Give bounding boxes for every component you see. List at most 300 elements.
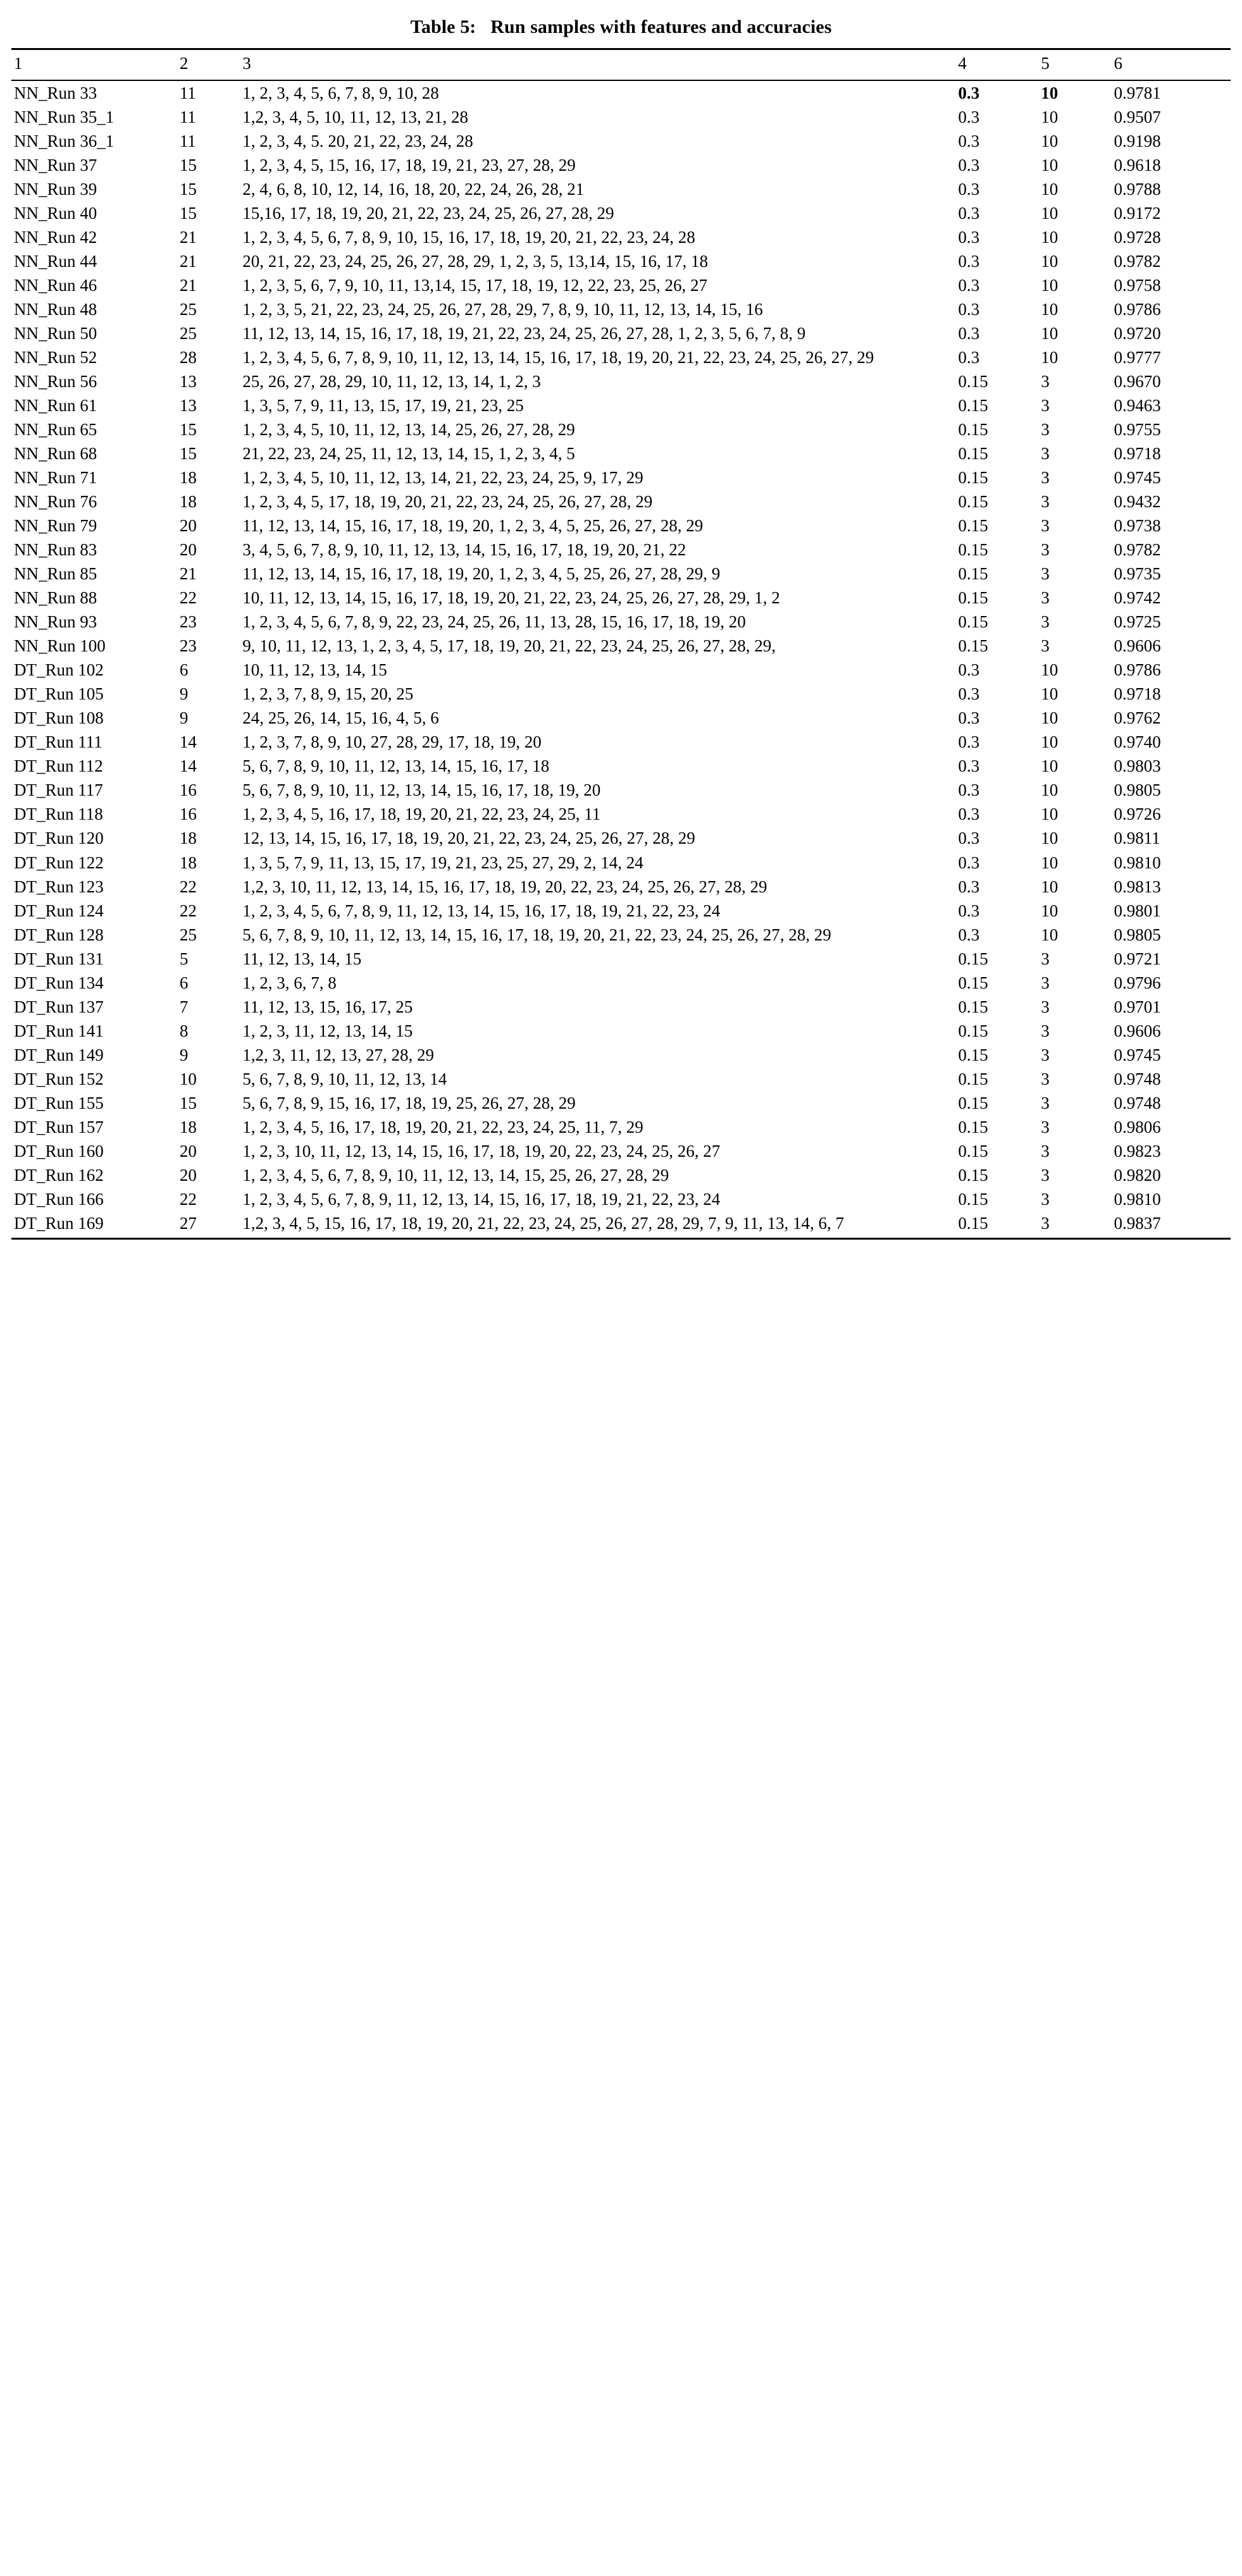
cell-feature-count: 18 [179, 829, 197, 848]
cell-feature-list: 25, 26, 27, 28, 29, 10, 11, 12, 13, 14, 1, 2, 3 [242, 372, 541, 391]
cell-run-name: DT_Run 118 [14, 804, 103, 824]
cell-run-name: DT_Run 141 [14, 1021, 104, 1040]
cell-accuracy: 0.9810 [1114, 1189, 1161, 1209]
cell-accuracy: 0.9810 [1114, 853, 1161, 872]
cell-feature-list: 1, 2, 3, 4, 5, 15, 16, 17, 18, 19, 21, 23, 27, 28, 29 [242, 156, 576, 175]
table-row [11, 393, 1231, 417]
cell-param-b: 10 [1041, 324, 1059, 343]
cell-run-name: NN_Run 40 [14, 204, 97, 223]
cell-run-name: NN_Run 50 [14, 324, 97, 343]
cell-param-a: 0.15 [958, 997, 988, 1016]
table-row [11, 345, 1231, 369]
cell-feature-list: 11, 12, 13, 14, 15, 16, 17, 18, 19, 20, 1, 2, 3, 4, 5, 25, 26, 27, 28, 29, 9 [242, 564, 721, 584]
cell-feature-list: 15,16, 17, 18, 19, 20, 21, 22, 23, 24, 25, 26, 27, 28, 29 [242, 204, 614, 223]
cell-param-a: 0.3 [958, 252, 980, 271]
table-row [11, 538, 1231, 562]
table-row [11, 586, 1231, 610]
cell-run-name: NN_Run 39 [14, 180, 97, 199]
cell-feature-count: 10 [179, 1069, 197, 1088]
cell-param-a: 0.3 [958, 108, 980, 127]
cell-feature-count: 20 [179, 516, 197, 536]
cell-run-name: NN_Run 42 [14, 228, 97, 247]
cell-param-a: 0.3 [958, 732, 980, 752]
cell-feature-list: 1, 2, 3, 4, 5, 6, 7, 8, 9, 10, 11, 12, 13, 14, 15, 16, 17, 18, 19, 20, 21, 22, 23, 24, 25, 26, 27, 29 [242, 348, 874, 367]
cell-run-name: DT_Run 155 [14, 1093, 104, 1112]
cell-feature-list: 1, 2, 3, 4, 5, 17, 18, 19, 20, 21, 22, 23, 24, 25, 26, 27, 28, 29 [242, 492, 653, 512]
cell-accuracy: 0.9745 [1114, 1045, 1161, 1064]
cell-feature-count: 16 [179, 804, 197, 824]
table-row [11, 562, 1231, 586]
cell-feature-list: 1, 2, 3, 11, 12, 13, 14, 15 [242, 1021, 413, 1040]
table-row [11, 730, 1231, 754]
cell-param-a: 0.3 [958, 83, 980, 102]
cell-param-b: 10 [1041, 348, 1059, 367]
cell-accuracy: 0.9786 [1114, 300, 1161, 319]
table-header [11, 49, 1231, 81]
cell-feature-count: 25 [179, 925, 197, 944]
cell-param-b: 10 [1041, 108, 1059, 127]
cell-param-b: 3 [1041, 1021, 1050, 1040]
cell-run-name: NN_Run 35_1 [14, 108, 115, 127]
cell-run-name: NN_Run 48 [14, 300, 97, 319]
cell-feature-list: 1,2, 3, 4, 5, 15, 16, 17, 18, 19, 20, 21, 22, 23, 24, 25, 26, 27, 28, 29, 7, 9, 11, 13, 14, 6, 7 [242, 1213, 845, 1233]
table-row [11, 802, 1231, 826]
cell-run-name: DT_Run 120 [14, 829, 104, 848]
cell-feature-list: 5, 6, 7, 8, 9, 10, 11, 12, 13, 14, 15, 16, 17, 18, 19, 20, 21, 22, 23, 24, 25, 26, 27, 28, 29 [242, 925, 831, 944]
cell-param-a: 0.3 [958, 804, 980, 824]
cell-param-b: 3 [1041, 444, 1050, 464]
cell-feature-count: 22 [179, 877, 197, 896]
cell-feature-list: 1, 2, 3, 4, 5, 10, 11, 12, 13, 14, 25, 26, 27, 28, 29 [242, 420, 575, 440]
table-row [11, 947, 1231, 971]
cell-accuracy: 0.9788 [1114, 180, 1161, 199]
table-row [11, 826, 1231, 850]
table-row [11, 1163, 1231, 1187]
cell-param-a: 0.15 [958, 973, 988, 992]
table-row [11, 1091, 1231, 1115]
cell-param-b: 10 [1041, 804, 1059, 824]
bottom-rule [11, 1238, 1231, 1240]
table-row [11, 321, 1231, 345]
cell-accuracy: 0.9748 [1114, 1069, 1161, 1088]
cell-feature-list: 1, 2, 3, 4, 5, 16, 17, 18, 19, 20, 21, 22, 23, 24, 25, 11 [242, 804, 601, 824]
cell-feature-count: 15 [179, 444, 197, 464]
table-row [11, 923, 1231, 947]
cell-param-b: 10 [1041, 708, 1059, 728]
cell-feature-list: 5, 6, 7, 8, 9, 15, 16, 17, 18, 19, 25, 26, 27, 28, 29 [242, 1093, 576, 1112]
table-row [11, 1211, 1231, 1239]
cell-param-a: 0.3 [958, 829, 980, 848]
cell-feature-count: 21 [179, 228, 197, 247]
cell-accuracy: 0.9811 [1114, 829, 1160, 848]
cell-run-name: NN_Run 36_1 [14, 132, 115, 151]
cell-param-b: 3 [1041, 372, 1050, 391]
cell-feature-list: 11, 12, 13, 14, 15, 16, 17, 18, 19, 20, 1, 2, 3, 4, 5, 25, 26, 27, 28, 29 [242, 516, 704, 536]
cell-accuracy: 0.9670 [1114, 372, 1161, 391]
table-row [11, 778, 1231, 802]
cell-feature-list: 1, 2, 3, 4, 5. 20, 21, 22, 23, 24, 28 [242, 132, 473, 151]
table-row [11, 465, 1231, 490]
table-row [11, 249, 1231, 273]
cell-param-a: 0.15 [958, 396, 988, 416]
cell-param-a: 0.15 [958, 492, 988, 512]
cell-param-a: 0.3 [958, 780, 980, 800]
cell-run-name: DT_Run 149 [14, 1045, 104, 1064]
cell-feature-count: 25 [179, 324, 197, 343]
cell-feature-list: 1, 3, 5, 7, 9, 11, 13, 15, 17, 19, 21, 23, 25 [242, 396, 524, 416]
cell-param-a: 0.3 [958, 228, 980, 247]
table-footer-rule [11, 1238, 1231, 1240]
cell-param-b: 3 [1041, 492, 1050, 512]
cell-param-b: 10 [1041, 252, 1059, 271]
cell-param-a: 0.15 [958, 372, 988, 391]
cell-param-a: 0.15 [958, 1093, 988, 1112]
cell-run-name: NN_Run 61 [14, 396, 97, 416]
cell-param-a: 0.15 [958, 1117, 988, 1137]
cell-feature-count: 11 [179, 108, 196, 127]
cell-param-a: 0.3 [958, 324, 980, 343]
cell-param-b: 3 [1041, 1213, 1050, 1233]
table-caption-label: Table 5: [410, 16, 476, 37]
cell-run-name: DT_Run 108 [14, 708, 104, 728]
cell-feature-list: 3, 4, 5, 6, 7, 8, 9, 10, 11, 12, 13, 14, 15, 16, 17, 18, 19, 20, 21, 22 [242, 540, 686, 560]
cell-feature-list: 10, 11, 12, 13, 14, 15 [242, 660, 387, 680]
cell-param-a: 0.3 [958, 853, 980, 872]
cell-accuracy: 0.9805 [1114, 925, 1161, 944]
cell-feature-count: 20 [179, 540, 197, 560]
cell-param-a: 0.15 [958, 540, 988, 560]
cell-feature-count: 11 [179, 83, 196, 102]
cell-accuracy: 0.9762 [1114, 708, 1161, 728]
cell-param-a: 0.15 [958, 468, 988, 488]
cell-param-b: 10 [1041, 901, 1059, 920]
cell-param-b: 10 [1041, 756, 1059, 776]
cell-accuracy: 0.9806 [1114, 1117, 1161, 1137]
cell-feature-count: 15 [179, 1093, 197, 1112]
cell-param-b: 10 [1041, 780, 1059, 800]
cell-param-b: 3 [1041, 564, 1050, 584]
table-row [11, 129, 1231, 153]
column-header-1: 1 [11, 49, 177, 81]
cell-run-name: NN_Run 88 [14, 588, 97, 608]
cell-accuracy: 0.9748 [1114, 1093, 1161, 1112]
cell-feature-list: 1, 2, 3, 4, 5, 10, 11, 12, 13, 14, 21, 22, 23, 24, 25, 9, 17, 29 [242, 468, 643, 488]
cell-accuracy: 0.9738 [1114, 516, 1161, 536]
cell-accuracy: 0.9432 [1114, 492, 1161, 512]
cell-param-a: 0.3 [958, 276, 980, 295]
cell-accuracy: 0.9837 [1114, 1213, 1161, 1233]
cell-param-b: 10 [1041, 925, 1059, 944]
cell-accuracy: 0.9198 [1114, 132, 1161, 151]
table-row [11, 80, 1231, 105]
cell-accuracy: 0.9742 [1114, 588, 1161, 608]
cell-param-b: 3 [1041, 516, 1050, 536]
cell-feature-list: 5, 6, 7, 8, 9, 10, 11, 12, 13, 14 [242, 1069, 447, 1088]
cell-param-b: 3 [1041, 1093, 1050, 1112]
cell-feature-count: 18 [179, 1117, 197, 1137]
cell-feature-count: 14 [179, 756, 197, 776]
cell-run-name: NN_Run 65 [14, 420, 97, 440]
cell-param-b: 10 [1041, 180, 1059, 199]
table-row [11, 1043, 1231, 1067]
cell-run-name: DT_Run 105 [14, 684, 104, 704]
cell-accuracy: 0.9735 [1114, 564, 1161, 584]
cell-feature-list: 1, 2, 3, 4, 5, 6, 7, 8, 9, 11, 12, 13, 14, 15, 16, 17, 18, 19, 21, 22, 23, 24 [242, 1189, 721, 1209]
column-header-6: 6 [1111, 49, 1231, 81]
cell-feature-list: 1, 2, 3, 10, 11, 12, 13, 14, 15, 16, 17, 18, 19, 20, 22, 23, 24, 25, 26, 27 [242, 1141, 721, 1161]
cell-feature-count: 8 [179, 1021, 189, 1040]
cell-run-name: DT_Run 111 [14, 732, 102, 752]
cell-feature-list: 1, 2, 3, 4, 5, 6, 7, 8, 9, 11, 12, 13, 14, 15, 16, 17, 18, 19, 21, 22, 23, 24 [242, 901, 721, 920]
cell-feature-count: 9 [179, 708, 189, 728]
cell-feature-list: 1, 2, 3, 5, 6, 7, 9, 10, 11, 13,14, 15, 17, 18, 19, 12, 22, 23, 25, 26, 27 [242, 276, 708, 295]
cell-accuracy: 0.9823 [1114, 1141, 1161, 1161]
cell-param-a: 0.15 [958, 516, 988, 536]
cell-run-name: NN_Run 44 [14, 252, 97, 271]
cell-param-b: 3 [1041, 973, 1050, 992]
cell-feature-list: 5, 6, 7, 8, 9, 10, 11, 12, 13, 14, 15, 16, 17, 18, 19, 20 [242, 780, 601, 800]
cell-run-name: DT_Run 162 [14, 1165, 104, 1185]
column-header-3: 3 [240, 49, 955, 81]
table-row [11, 1115, 1231, 1139]
cell-feature-list: 1, 2, 3, 4, 5, 6, 7, 8, 9, 10, 15, 16, 17, 18, 19, 20, 21, 22, 23, 24, 28 [242, 228, 695, 247]
cell-run-name: NN_Run 68 [14, 444, 97, 464]
cell-param-a: 0.3 [958, 877, 980, 896]
table-row [11, 225, 1231, 249]
cell-accuracy: 0.9782 [1114, 540, 1161, 560]
cell-accuracy: 0.9801 [1114, 901, 1161, 920]
table-row [11, 899, 1231, 923]
cell-param-b: 10 [1041, 276, 1059, 295]
cell-param-b: 10 [1041, 660, 1059, 680]
cell-param-a: 0.3 [958, 901, 980, 920]
table-row [11, 297, 1231, 321]
cell-feature-count: 18 [179, 853, 197, 872]
cell-feature-count: 22 [179, 1189, 197, 1209]
cell-accuracy: 0.9781 [1114, 83, 1161, 102]
cell-param-a: 0.3 [958, 684, 980, 704]
cell-feature-count: 18 [179, 468, 197, 488]
cell-feature-count: 7 [179, 997, 189, 1016]
table-body [11, 80, 1231, 1238]
cell-run-name: NN_Run 71 [14, 468, 97, 488]
cell-run-name: NN_Run 56 [14, 372, 97, 391]
cell-feature-count: 13 [179, 372, 197, 391]
cell-run-name: DT_Run 124 [14, 901, 104, 920]
cell-accuracy: 0.9507 [1114, 108, 1161, 127]
cell-param-b: 3 [1041, 949, 1050, 968]
cell-run-name: NN_Run 52 [14, 348, 97, 367]
table-header-row [11, 49, 1231, 81]
cell-param-a: 0.15 [958, 612, 988, 632]
cell-accuracy: 0.9777 [1114, 348, 1161, 367]
cell-run-name: NN_Run 79 [14, 516, 97, 536]
cell-run-name: NN_Run 46 [14, 276, 97, 295]
table-row [11, 1019, 1231, 1043]
cell-accuracy: 0.9606 [1114, 636, 1161, 656]
cell-feature-list: 9, 10, 11, 12, 13, 1, 2, 3, 4, 5, 17, 18, 19, 20, 21, 22, 23, 24, 25, 26, 27, 28, 29, [242, 636, 776, 656]
cell-feature-count: 18 [179, 492, 197, 512]
cell-param-a: 0.3 [958, 156, 980, 175]
cell-feature-count: 21 [179, 564, 197, 584]
cell-param-b: 3 [1041, 588, 1050, 608]
cell-param-b: 10 [1041, 204, 1059, 223]
cell-param-a: 0.3 [958, 180, 980, 199]
table-row [11, 851, 1231, 875]
cell-feature-list: 21, 22, 23, 24, 25, 11, 12, 13, 14, 15, 1, 2, 3, 4, 5 [242, 444, 575, 464]
cell-param-b: 3 [1041, 396, 1050, 416]
table-row [11, 201, 1231, 225]
cell-accuracy: 0.9758 [1114, 276, 1161, 295]
cell-run-name: NN_Run 83 [14, 540, 97, 560]
cell-run-name: DT_Run 102 [14, 660, 104, 680]
cell-param-a: 0.3 [958, 756, 980, 776]
cell-param-a: 0.3 [958, 132, 980, 151]
cell-param-b: 3 [1041, 420, 1050, 440]
cell-param-b: 10 [1041, 877, 1059, 896]
cell-feature-count: 25 [179, 300, 197, 319]
cell-param-b: 3 [1041, 1045, 1050, 1064]
table-row [11, 971, 1231, 995]
table-caption [11, 16, 1231, 38]
cell-accuracy: 0.9721 [1114, 949, 1161, 968]
cell-feature-list: 1,2, 3, 4, 5, 10, 11, 12, 13, 21, 28 [242, 108, 469, 127]
cell-accuracy: 0.9726 [1114, 804, 1161, 824]
cell-feature-list: 1, 2, 3, 4, 5, 6, 7, 8, 9, 22, 23, 24, 25, 26, 11, 13, 28, 15, 16, 17, 18, 19, 20 [242, 612, 746, 632]
cell-feature-count: 21 [179, 252, 197, 271]
cell-run-name: DT_Run 160 [14, 1141, 104, 1161]
cell-run-name: DT_Run 134 [14, 973, 104, 992]
cell-feature-count: 13 [179, 396, 197, 416]
cell-feature-count: 6 [179, 973, 189, 992]
table-caption-text: Run samples with features and accuracies [490, 16, 832, 37]
cell-feature-count: 15 [179, 180, 197, 199]
cell-feature-count: 22 [179, 901, 197, 920]
table-row [11, 490, 1231, 514]
cell-param-a: 0.15 [958, 420, 988, 440]
table-row [11, 514, 1231, 538]
cell-feature-count: 9 [179, 684, 189, 704]
cell-param-a: 0.3 [958, 660, 980, 680]
cell-accuracy: 0.9782 [1114, 252, 1161, 271]
cell-param-b: 3 [1041, 1165, 1050, 1185]
cell-feature-list: 1, 2, 3, 4, 5, 16, 17, 18, 19, 20, 21, 22, 23, 24, 25, 11, 7, 29 [242, 1117, 643, 1137]
cell-param-b: 3 [1041, 636, 1050, 656]
cell-feature-list: 24, 25, 26, 14, 15, 16, 4, 5, 6 [242, 708, 439, 728]
cell-accuracy: 0.9796 [1114, 973, 1161, 992]
cell-param-a: 0.15 [958, 564, 988, 584]
cell-param-b: 10 [1041, 829, 1059, 848]
cell-param-b: 3 [1041, 1189, 1050, 1209]
cell-param-a: 0.15 [958, 1165, 988, 1185]
column-header-5: 5 [1038, 49, 1111, 81]
cell-param-b: 3 [1041, 1141, 1050, 1161]
cell-param-b: 3 [1041, 1069, 1050, 1088]
table-row [11, 706, 1231, 730]
cell-param-a: 0.3 [958, 204, 980, 223]
cell-run-name: DT_Run 117 [14, 780, 103, 800]
cell-run-name: DT_Run 122 [14, 853, 104, 872]
cell-accuracy: 0.9463 [1114, 396, 1161, 416]
cell-feature-count: 16 [179, 780, 197, 800]
cell-feature-list: 1, 2, 3, 5, 21, 22, 23, 24, 25, 26, 27, 28, 29, 7, 8, 9, 10, 11, 12, 13, 14, 15, 16 [242, 300, 763, 319]
table-row [11, 105, 1231, 129]
cell-feature-list: 11, 12, 13, 15, 16, 17, 25 [242, 997, 413, 1016]
cell-param-b: 3 [1041, 997, 1050, 1016]
cell-accuracy: 0.9701 [1114, 997, 1161, 1016]
table-row [11, 1187, 1231, 1211]
cell-param-b: 3 [1041, 1117, 1050, 1137]
table-row [11, 682, 1231, 706]
cell-run-name: DT_Run 131 [14, 949, 104, 968]
cell-run-name: NN_Run 93 [14, 612, 97, 632]
cell-feature-count: 23 [179, 636, 197, 656]
cell-param-a: 0.15 [958, 1141, 988, 1161]
cell-feature-list: 1, 2, 3, 7, 8, 9, 10, 27, 28, 29, 17, 18, 19, 20 [242, 732, 542, 752]
cell-run-name: NN_Run 33 [14, 83, 97, 102]
cell-param-b: 3 [1041, 612, 1050, 632]
cell-feature-count: 14 [179, 732, 197, 752]
cell-param-b: 10 [1041, 853, 1059, 872]
cell-feature-list: 1, 2, 3, 7, 8, 9, 15, 20, 25 [242, 684, 414, 704]
cell-run-name: DT_Run 157 [14, 1117, 104, 1137]
cell-param-b: 10 [1041, 132, 1059, 151]
cell-feature-count: 6 [179, 660, 189, 680]
cell-param-a: 0.15 [958, 1213, 988, 1233]
cell-feature-list: 1, 2, 3, 6, 7, 8 [242, 973, 337, 992]
table-row [11, 634, 1231, 658]
cell-param-a: 0.15 [958, 444, 988, 464]
cell-run-name: NN_Run 100 [14, 636, 106, 656]
cell-feature-list: 12, 13, 14, 15, 16, 17, 18, 19, 20, 21, 22, 23, 24, 25, 26, 27, 28, 29 [242, 829, 695, 848]
cell-param-b: 10 [1041, 156, 1059, 175]
table-row [11, 417, 1231, 441]
cell-feature-count: 20 [179, 1165, 197, 1185]
cell-feature-count: 5 [179, 949, 189, 968]
runs-table [11, 48, 1231, 1240]
table-row [11, 754, 1231, 778]
cell-feature-list: 2, 4, 6, 8, 10, 12, 14, 16, 18, 20, 22, 24, 26, 28, 21 [242, 180, 585, 199]
cell-accuracy: 0.9728 [1114, 228, 1161, 247]
table-row [11, 153, 1231, 177]
cell-run-name: DT_Run 137 [14, 997, 104, 1016]
cell-param-a: 0.15 [958, 1189, 988, 1209]
cell-run-name: DT_Run 123 [14, 877, 104, 896]
cell-accuracy: 0.9725 [1114, 612, 1161, 632]
cell-param-b: 10 [1041, 684, 1059, 704]
cell-accuracy: 0.9618 [1114, 156, 1161, 175]
cell-feature-list: 11, 12, 13, 14, 15, 16, 17, 18, 19, 21, 22, 23, 24, 25, 26, 27, 28, 1, 2, 3, 5, 6, 7, 8, 9 [242, 324, 806, 343]
cell-param-b: 10 [1041, 300, 1059, 319]
cell-accuracy: 0.9786 [1114, 660, 1161, 680]
cell-param-a: 0.15 [958, 1045, 988, 1064]
table-row [11, 441, 1231, 465]
cell-param-a: 0.15 [958, 1069, 988, 1088]
cell-feature-count: 15 [179, 204, 197, 223]
cell-feature-list: 10, 11, 12, 13, 14, 15, 16, 17, 18, 19, 20, 21, 22, 23, 24, 25, 26, 27, 28, 29, 1, 2 [242, 588, 780, 608]
cell-feature-count: 27 [179, 1213, 197, 1233]
table-row [11, 1067, 1231, 1091]
cell-accuracy: 0.9606 [1114, 1021, 1161, 1040]
cell-param-a: 0.3 [958, 708, 980, 728]
table-row [11, 1139, 1231, 1163]
table-page [0, 0, 1242, 1259]
cell-feature-count: 9 [179, 1045, 189, 1064]
cell-feature-count: 15 [179, 156, 197, 175]
cell-feature-count: 15 [179, 420, 197, 440]
cell-feature-count: 22 [179, 588, 197, 608]
cell-param-b: 10 [1041, 83, 1059, 102]
